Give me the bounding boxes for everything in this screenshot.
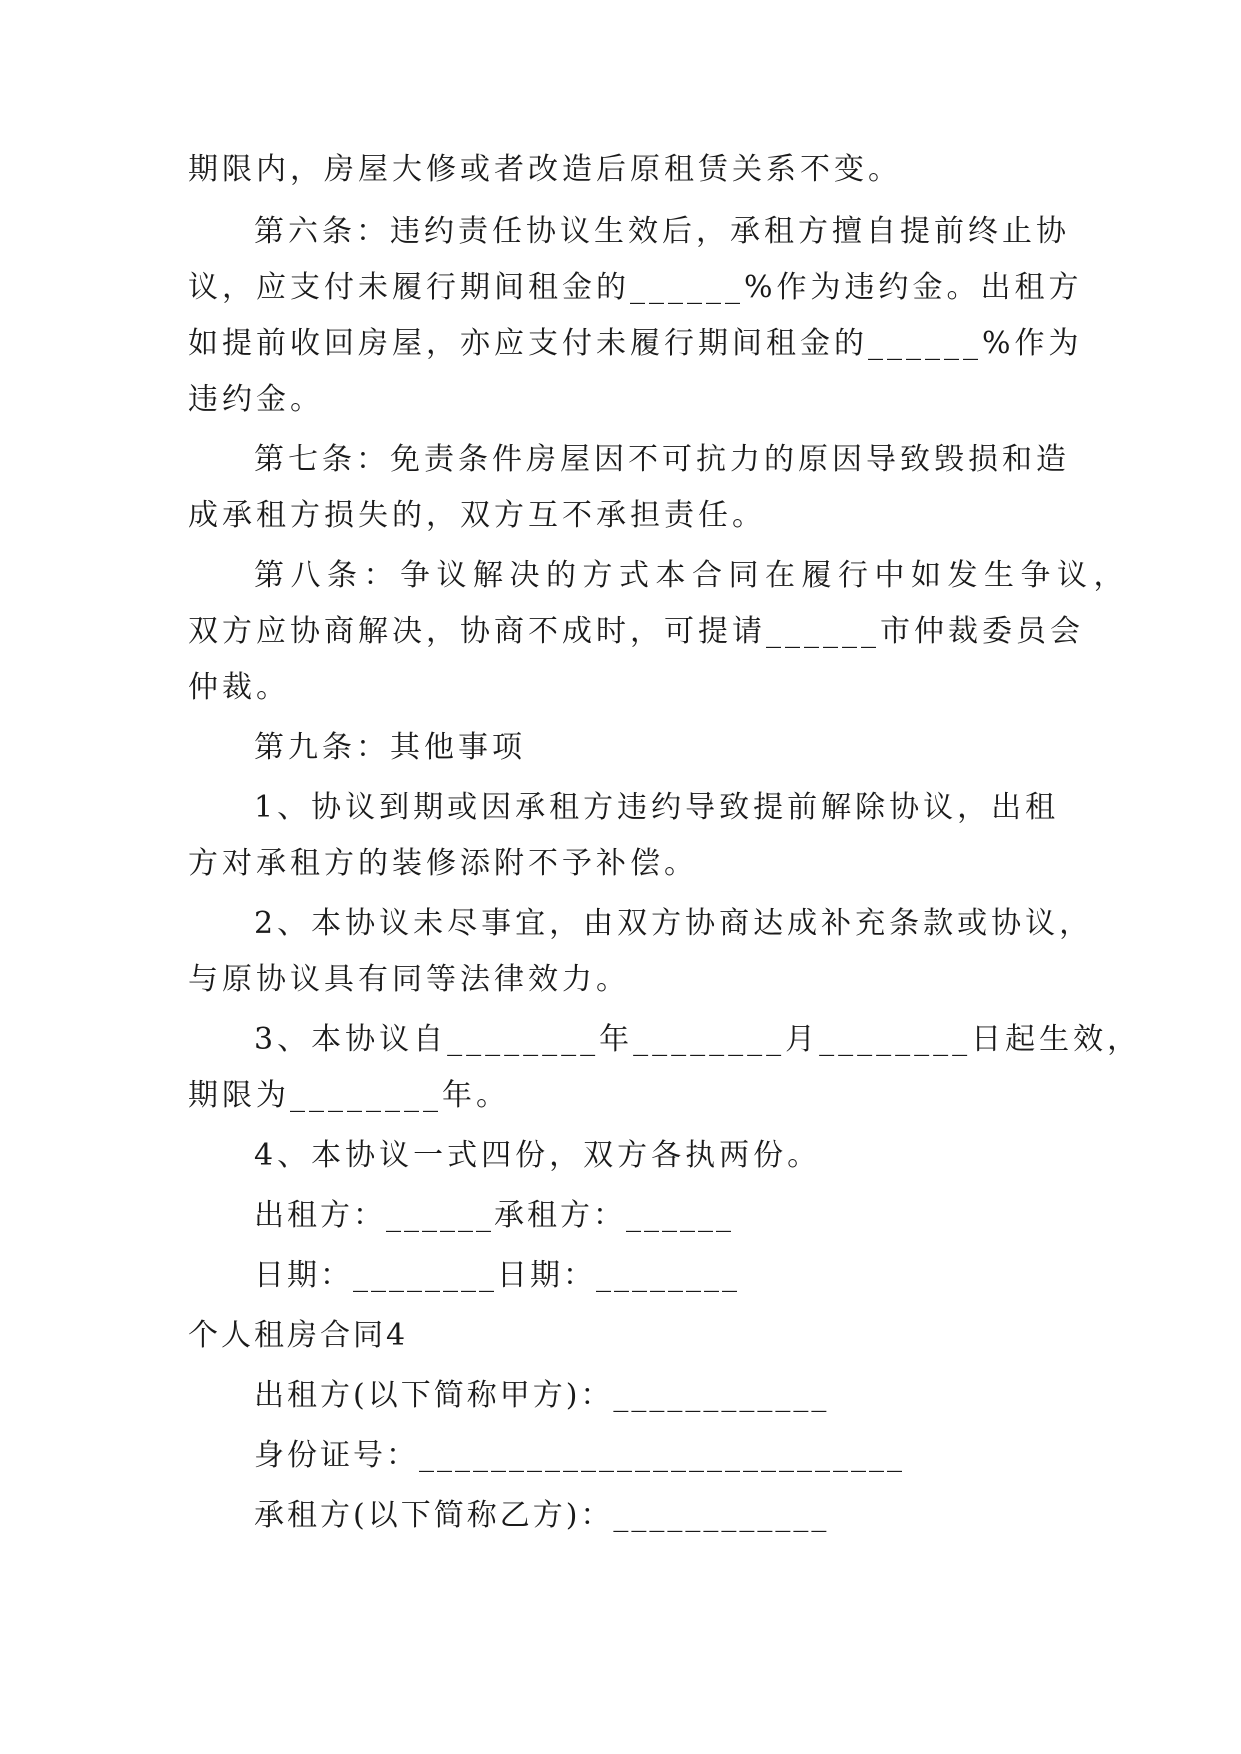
- landlord-field-line: 出租方(以下简称甲方)：____________: [254, 1378, 830, 1413]
- paragraph-line: 违约金。: [188, 382, 324, 417]
- id-number-field-line: 身份证号：___________________________: [254, 1438, 905, 1473]
- article-7-heading-line: 第七条：免责条件房屋因不可抗力的原因导致毁损和造: [254, 442, 1070, 477]
- list-item-2: 2、本协议未尽事宜，由双方协商达成补充条款或协议，: [254, 906, 1094, 941]
- paragraph-line: 期限内，房屋大修或者改造后原租赁关系不变。: [188, 152, 902, 187]
- article-9-heading-line: 第九条：其他事项: [254, 730, 526, 765]
- tenant-field-line: 承租方(以下简称乙方)：____________: [254, 1498, 830, 1533]
- paragraph-line: 期限为________年。: [188, 1078, 510, 1113]
- signature-dates-line: 日期：________日期：________: [254, 1258, 740, 1293]
- paragraph-line: 方对承租方的装修添附不予补偿。: [188, 846, 698, 881]
- article-6-heading-line: 第六条：违约责任协议生效后，承租方擅自提前终止协: [254, 214, 1070, 249]
- section-title: 个人租房合同4: [188, 1318, 409, 1353]
- list-item-4: 4、本协议一式四份，双方各执两份。: [254, 1138, 822, 1173]
- article-8-heading-line: 第八条：争议解决的方式本合同在履行中如发生争议，: [254, 558, 1130, 593]
- paragraph-line: 双方应协商解决，协商不成时，可提请______市仲裁委员会: [188, 614, 1084, 649]
- paragraph-line: 如提前收回房屋，亦应支付未履行期间租金的______%作为: [188, 326, 1083, 361]
- paragraph-line: 仲裁。: [188, 670, 290, 705]
- signature-parties-line: 出租方：______承租方：______: [254, 1198, 734, 1233]
- list-item-3: 3、本协议自________年________月________日起生效，: [254, 1022, 1142, 1057]
- paragraph-line: 议，应支付未履行期间租金的______%作为违约金。出租方: [188, 270, 1083, 305]
- list-item-1: 1、协议到期或因承租方违约导致提前解除协议，出租: [254, 790, 1060, 825]
- paragraph-line: 与原协议具有同等法律效力。: [188, 962, 630, 997]
- paragraph-line: 成承租方损失的，双方互不承担责任。: [188, 498, 766, 533]
